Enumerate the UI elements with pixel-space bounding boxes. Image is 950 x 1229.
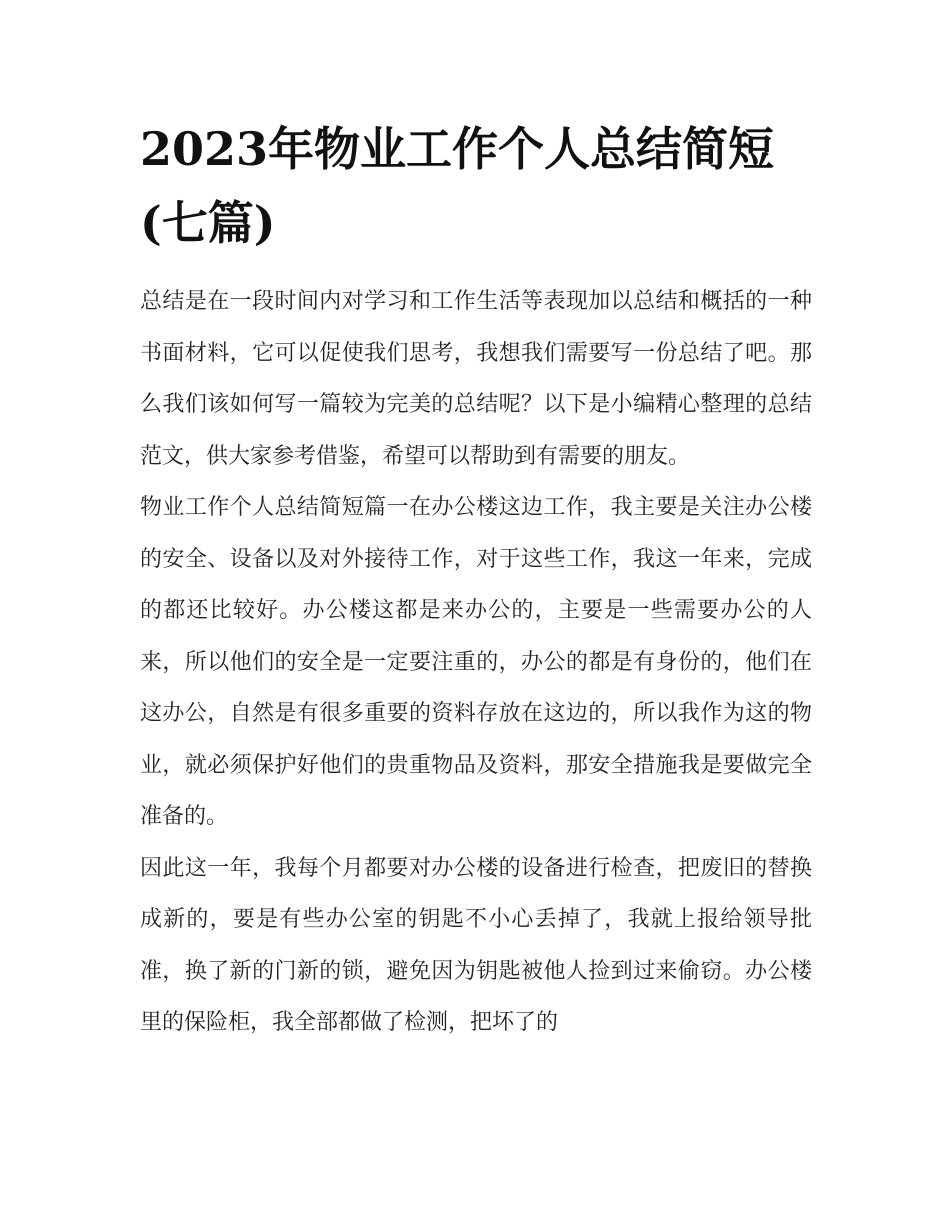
paragraph-intro: 总结是在一段时间内对学习和工作生活等表现加以总结和概括的一种书面材料，它可以促使我们思考，我想我们需要写一份总结了吧。那么我们该如何写一篇较为完美的总结呢？以下是小编精心整理的总结范文，供大家参考借鉴，希望可以帮助到有需要的朋友。 <box>140 289 812 469</box>
paragraph-article-one: 物业工作个人总结简短篇一在办公楼这边工作，我主要是关注办公楼的安全、设备以及对外接待工作，对于这些工作，我这一年来，完成的都还比较好。办公楼这都是来办公的，主要是一些需要办公的人来，所以他们的安全是一定要注重的，办公的都是有身份的，他们在这办公，自然是有很多重要的资料存放在这边的，所以我作为这的物业，就必须保护好他们的贵重物品及资料，那安全措施我是要做完全准备的。 <box>140 495 812 829</box>
document-body <box>140 276 812 1049</box>
document-title: 2023年物业工作个人总结简短(七篇) <box>140 122 775 250</box>
paragraph-equipment: 因此这一年，我每个月都要对办公楼的设备进行检查，把废旧的替换成新的，要是有些办公室的钥匙不小心丢掉了，我就上报给领导批准，换了新的门新的锁，避免因为钥匙被他人捡到过来偷窃。办公楼里的保险柜，我全部都做了检测，把坏了的 <box>140 855 812 1035</box>
